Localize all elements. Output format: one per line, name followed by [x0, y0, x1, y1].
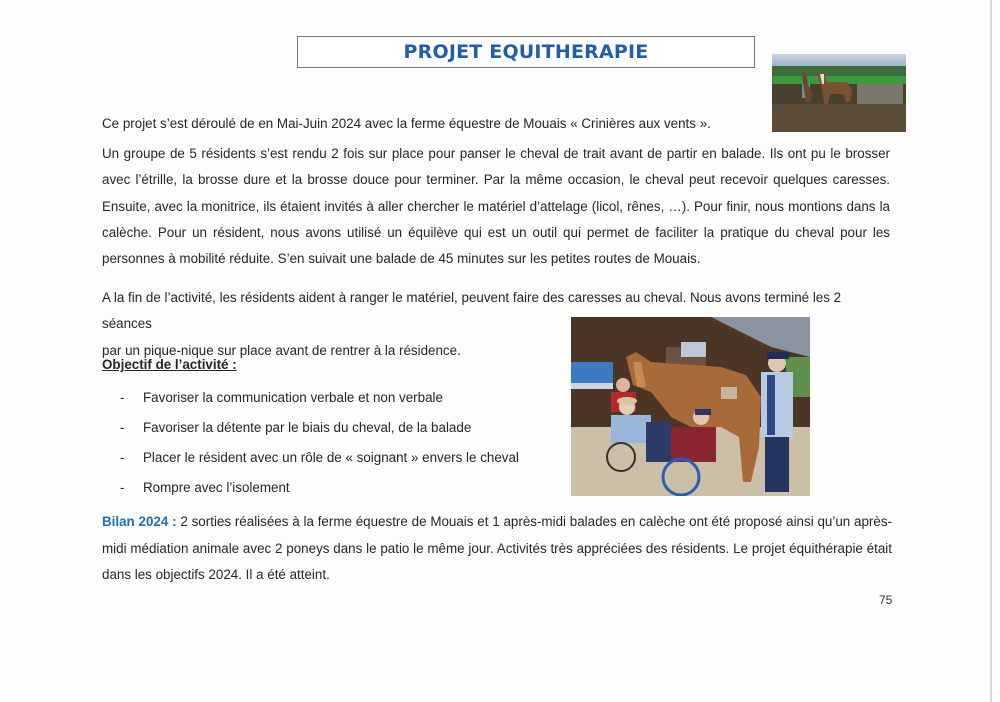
objective-text: Placer le résident avec un rôle de « soignant » envers le cheval: [143, 450, 519, 465]
page-number: 75: [879, 593, 893, 607]
bullet-dash: -: [120, 450, 125, 465]
end-of-activity-line-1: A la fin de l’activité, les résidents aident à ranger le matériel, peuvent faire des caresses au cheval. Nous avons terminé les 2 séances: [102, 290, 842, 332]
objective-text: Favoriser la communication verbale et non verbale: [143, 390, 443, 405]
objective-item: [120, 450, 519, 480]
objective-item: [120, 480, 519, 510]
page-edge: [990, 0, 992, 702]
objectives-heading: Objectif de l’activité :: [102, 357, 237, 372]
objective-item: [120, 390, 519, 420]
bilan-paragraph: [102, 509, 892, 589]
bullet-dash: -: [120, 390, 125, 405]
bilan-label: Bilan 2024 :: [102, 514, 177, 529]
bullet-dash: -: [120, 420, 125, 435]
title-box: [297, 36, 755, 68]
objective-text: Rompre avec l’isolement: [143, 480, 290, 495]
bullet-dash: -: [120, 480, 125, 495]
objective-text: Favoriser la détente par le biais du cheval, de la balade: [143, 420, 472, 435]
objectives-list: [120, 390, 519, 510]
description-paragraph: Un groupe de 5 résidents s’est rendu 2 fois sur place pour panser le cheval de trait avant de partir en balade. Ils ont pu le brosser avec l’étrille, la brosse dure et la brosse douce pour terminer. Par la même occasion, le cheval peut recevoir quelques caresses. Ensuite, avec la monitrice, ils étaient invités à aller chercher le matériel d’attelage (licol, rênes, …). Pour finir, nous montions dans la calèche. Pour un résident, nous avons utilisé un équilève qui est un outil qui permet de faciliter la pratique du cheval pour les personnes à mobilité réduite. S’en suivait une balade de 45 minutes sur les petites routes de Mouais.: [102, 146, 890, 267]
end-of-activity-line-2: par un pique-nique sur place avant de rentrer à la résidence.: [102, 342, 461, 358]
objective-item: [120, 420, 519, 450]
bilan-text: 2 sorties réalisées à la ferme équestre de Mouais et 1 après-midi balades en calèche ont été proposé ainsi qu’un après-midi médiation animale avec 2 poneys dans le patio le même jour. Activités très appréciées des résidents. Le projet équithérapie était dans les objectifs 2024. Il a été atteint.: [102, 514, 892, 582]
intro-paragraph: Ce projet s’est déroulé de en Mai-Juin 2024 avec la ferme équestre de Mouais « Crinières aux vents ».: [102, 116, 711, 131]
photo-residents-with-horse: [571, 317, 810, 496]
page-title: PROJET EQUITHERAPIE: [403, 41, 649, 63]
